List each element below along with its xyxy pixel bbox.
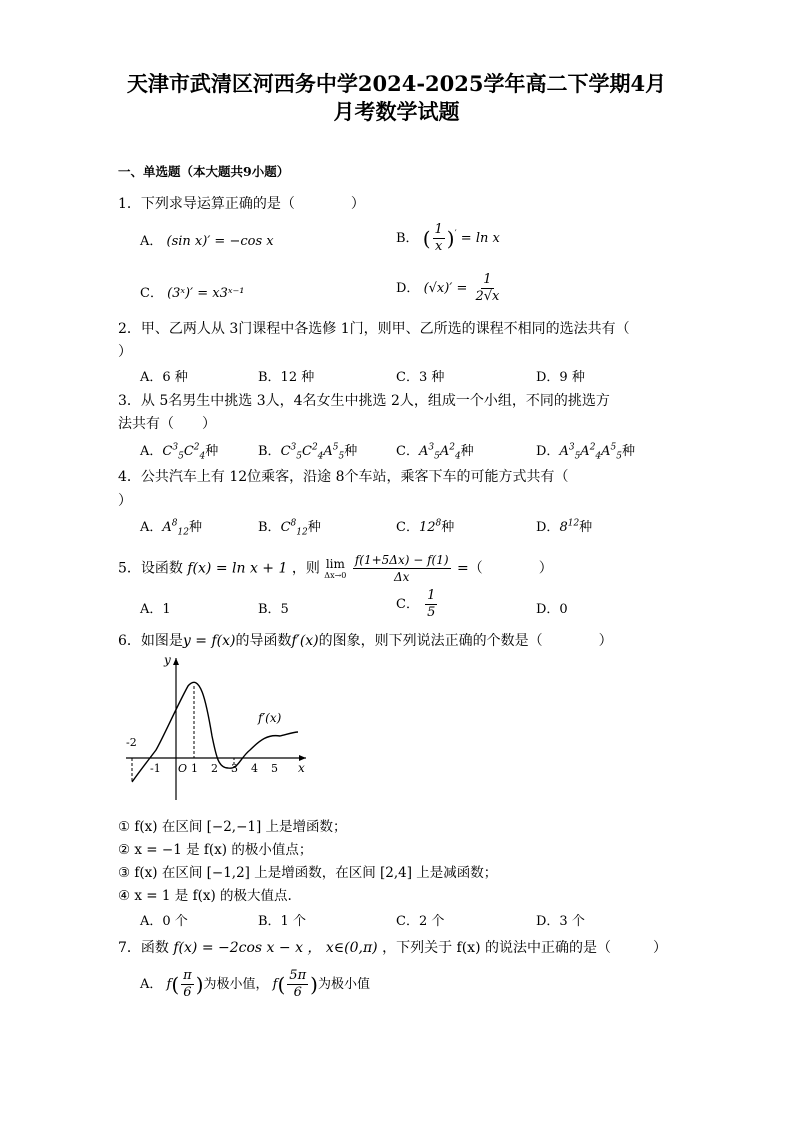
q3-stem-line1: 3．从 5名男生中挑选 3人，4名女生中挑选 2人，组成一个小组，不同的挑选方 bbox=[118, 393, 610, 409]
q1-c-expr: (3ˣ)′ = x3ˣ⁻¹ bbox=[167, 286, 245, 301]
q4-option-b: B．$C^8_{12}$种 bbox=[258, 518, 321, 538]
x-label: x bbox=[298, 761, 305, 775]
tick-neg1: -1 bbox=[150, 762, 161, 775]
q5-option-d: D．0 bbox=[536, 602, 568, 617]
q7-option-a: A． f( $\frac{\pi}{6}$ )为极小值， f( $\frac{5\pi}{6}$ )为极小值 bbox=[140, 968, 370, 1000]
q1-option-b: B． ( $\frac{1}{x}$ )′ = ln x bbox=[396, 222, 500, 254]
q5-lim: lim bbox=[325, 557, 345, 571]
tick-3: 3 bbox=[231, 762, 238, 775]
q3-option-a: A．$C^3_5C^2_4$种 bbox=[140, 442, 219, 462]
q6-statement-3: ③ f(x) 在区间 [−1,2] 上是增函数，在区间 [2,4] 上是减函数； bbox=[118, 865, 498, 881]
q1-option-d: D． (√x)′ = $\frac{1}{2√x}$ bbox=[396, 272, 500, 304]
tick-1: 1 bbox=[191, 762, 198, 775]
q1-option-a: A． (sin x)′ = −cos x bbox=[140, 234, 274, 249]
y-label: y bbox=[164, 653, 171, 667]
q6-stem: 6．如图是y = f(x)的导函数f′(x)的图象，则下列说法正确的个数是（ ） bbox=[118, 633, 613, 649]
q3-option-b: B．$C^3_5C^2_4A^5_5$种 bbox=[258, 442, 358, 462]
derivative-graph bbox=[118, 650, 318, 810]
q7-function: f(x) = −2cos x − x ， x∈(0,π) bbox=[173, 940, 378, 956]
q2-option-c: C．3 种 bbox=[396, 370, 445, 385]
q6-statement-4: ④ x = 1 是 f(x) 的极大值点. bbox=[118, 888, 292, 904]
q4-option-c: C．$12^8$种 bbox=[396, 518, 455, 535]
q4-stem-line2: ） bbox=[118, 493, 132, 509]
q3-option-d: D．$A^3_5A^2_4A^5_5$种 bbox=[536, 442, 636, 462]
q3-option-c: C．$A^3_5A^2_4$种 bbox=[396, 442, 474, 462]
q3-stem-line2: 法共有（ ） bbox=[118, 416, 216, 432]
q5-option-b: B．5 bbox=[258, 602, 289, 617]
q2-stem-line2: ） bbox=[118, 344, 132, 360]
tick-4: 4 bbox=[251, 762, 258, 775]
q2-option-b: B．12 种 bbox=[258, 370, 315, 385]
q2-option-d: D．9 种 bbox=[536, 370, 585, 385]
q7-stem: 7．函数 f(x) = −2cos x − x ， x∈(0,π) ，下列关于 f(x) 的说法中正确的是（ ） bbox=[118, 940, 667, 956]
q4-option-d: D．$8^{12}$种 bbox=[536, 518, 593, 535]
q1-a-expr: (sin x)′ = −cos x bbox=[166, 234, 274, 249]
q6-option-b: B．1 个 bbox=[258, 914, 306, 929]
q5-function: f(x) = ln x + 1 bbox=[187, 560, 288, 577]
q1-option-c: C． (3ˣ)′ = x3ˣ⁻¹ bbox=[140, 286, 245, 301]
tick-5: 5 bbox=[271, 762, 278, 775]
q4-option-a: A．$A^8_{12}$种 bbox=[140, 518, 202, 538]
q6-option-a: A．0 个 bbox=[140, 914, 188, 929]
q6-statement-1: ① f(x) 在区间 [−2,−1] 上是增函数； bbox=[118, 819, 347, 835]
q5-option-a: A．1 bbox=[140, 602, 171, 617]
q1-stem: 1．下列求导运算正确的是（ ） bbox=[118, 196, 365, 212]
exam-title-line1: 天津市武清区河西务中学2024-2025学年高二下学期4月 bbox=[126, 71, 667, 96]
tick-2: 2 bbox=[211, 762, 218, 775]
section-heading: 一、单选题（本大题共9小题） bbox=[118, 164, 290, 179]
origin-label: O bbox=[178, 762, 188, 775]
q6-option-d: D．3 个 bbox=[536, 914, 585, 929]
y-axis-arrow-icon bbox=[173, 658, 179, 665]
q5-stem: 5．设函数 f(x) = ln x + 1 ，则 lim Δx→0 $\frac{f(1+5\Delta x) - f(1)}{\Delta x}$ =（ ） bbox=[118, 553, 553, 584]
q6-statement-2: ② x = −1 是 f(x) 的极小值点； bbox=[118, 842, 313, 858]
exam-title-line2: 月考数学试题 bbox=[333, 99, 460, 124]
q4-stem-line1: 4．公共汽车上有 12位乘客，沿途 8个车站，乘客下车的可能方式共有（ bbox=[118, 469, 569, 485]
q6-option-c: C．2 个 bbox=[396, 914, 445, 929]
tick-neg2: -2 bbox=[126, 736, 137, 749]
q5-option-c: C． $\frac{1}{5}$ bbox=[396, 588, 436, 620]
curve-label: f′(x) bbox=[258, 711, 282, 725]
q2-stem-line1: 2．甲、乙两人从 3门课程中各选修 1门，则甲、乙所选的课程不相同的选法共有（ bbox=[118, 321, 630, 337]
q2-option-a: A．6 种 bbox=[140, 370, 188, 385]
